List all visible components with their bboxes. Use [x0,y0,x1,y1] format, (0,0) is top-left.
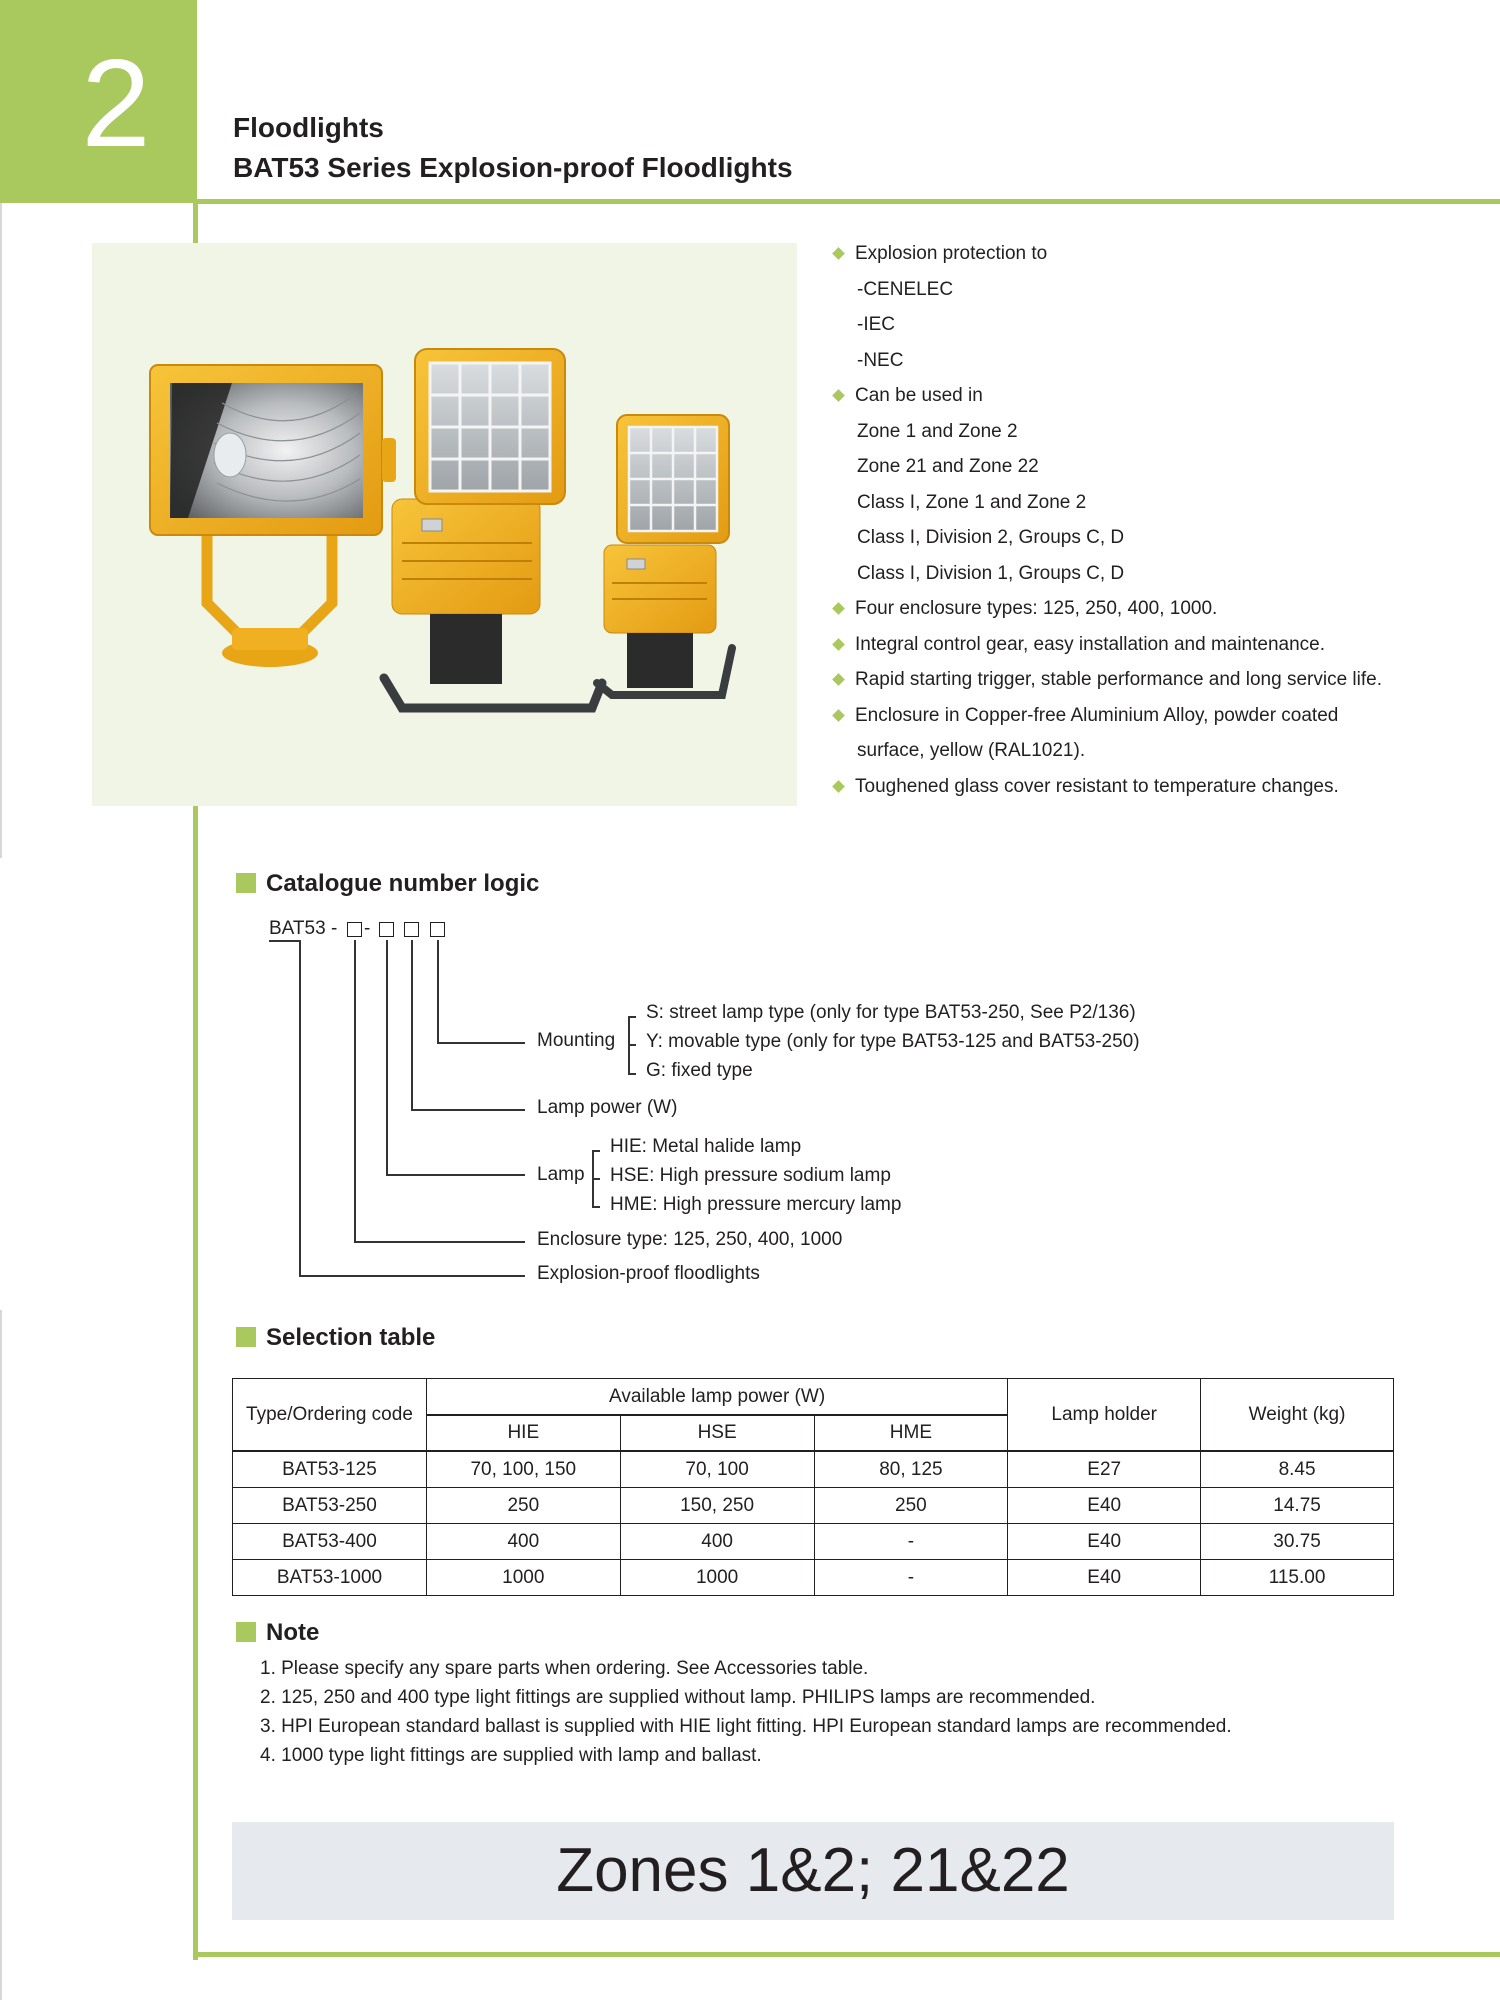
feature-text: Integral control gear, easy installation and maintenance. [855,633,1326,655]
header-hme: HME [814,1415,1008,1451]
feature-text: Zone 1 and Zone 2 [857,420,1018,442]
code-box-enclosure [347,922,362,937]
feature-item [830,378,1480,414]
table-row [233,1560,1394,1596]
catalogue-prefix: BAT53 - [269,918,338,939]
selection-table [232,1378,1394,1596]
notes-heading [236,1619,319,1647]
medium-floodlight [384,349,602,708]
table-cell: BAT53-1000 [233,1560,427,1596]
table-cell: 250 [426,1488,620,1524]
feature-text: Explosion protection to [855,243,1048,264]
series-title: BAT53 Series Explosion-proof Floodlights [233,152,793,183]
connector-lamp-h [386,1174,525,1176]
connector-mounting-h [437,1042,525,1044]
selection-heading [236,1324,435,1352]
header-weight: Weight (kg) [1201,1379,1394,1452]
connector-enclosure-h [354,1241,525,1243]
table-cell: 400 [426,1524,620,1560]
feature-text: Class I, Division 2, Groups C, D [857,527,1125,548]
feature-item [830,307,1480,343]
note-item: 3. HPI European standard ballast is supplied with HIE light fitting. HPI European standard lamps are recommended. [260,1716,1232,1737]
diamond-bullet-icon [832,673,845,686]
header-type: Type/Ordering code [233,1379,427,1452]
table-cell: 400 [620,1524,814,1560]
section-marker [236,1622,256,1642]
table-header-row [233,1379,1394,1416]
feature-text: Class I, Division 1, Groups C, D [857,562,1125,584]
feature-item [830,733,1480,769]
lamp-option-hse: HSE: High pressure sodium lamp [610,1165,891,1186]
table-cell: 1000 [426,1560,620,1596]
feature-text: surface, yellow (RAL1021). [857,740,1086,761]
notes-list [260,1654,1232,1770]
feature-text: -CENELEC [857,278,954,300]
feature-item [830,627,1480,663]
bracket-tick [592,1178,600,1180]
lamp-power-label: Lamp power (W) [537,1097,678,1118]
mounting-option-y: Y: movable type (only for type BAT53-125 and BAT53-250) [646,1031,1140,1052]
zones-banner: Zones 1&2; 21&22 [232,1822,1394,1920]
note-item: 1. Please specify any spare parts when ordering. See Accessories table. [260,1658,869,1679]
lamp-option-hie: HIE: Metal halide lamp [610,1136,802,1157]
code-box-lamp [379,922,394,937]
small-floodlight [597,415,732,695]
table-cell: E40 [1008,1524,1201,1560]
table-cell: BAT53-400 [233,1524,427,1560]
note-item: 4. 1000 type light fittings are supplied with lamp and ballast. [260,1745,762,1766]
header-power-group: Available lamp power (W) [426,1379,1007,1416]
table-cell: 70, 100 [620,1451,814,1488]
feature-item [830,769,1480,805]
table-cell: 70, 100, 150 [426,1451,620,1488]
feature-text: Four enclosure types: 125, 250, 400, 1000. [855,598,1218,619]
section-marker [236,1327,256,1347]
page-edge-line [0,1310,2,2000]
bracket-tick [628,1073,636,1075]
bracket-tick [592,1150,600,1152]
bracket-tick [628,1016,636,1018]
code-separator: - [364,918,371,939]
connector-lamp [386,940,388,1175]
bottom-divider [193,1952,1500,1957]
table-cell: E27 [1008,1451,1201,1488]
table-cell: E40 [1008,1488,1201,1524]
prefix-underline [269,940,299,942]
feature-item [830,414,1480,450]
table-cell: 80, 125 [814,1451,1008,1488]
header-divider [197,199,1500,204]
connector-power [411,940,413,1110]
lamp-label: Lamp [537,1164,585,1185]
feature-text: Rapid starting trigger, stable performance and long service life. [855,669,1382,690]
feature-item [830,520,1480,556]
code-box-power [404,922,419,937]
table-cell: 30.75 [1201,1524,1394,1560]
feature-item [830,485,1480,521]
enclosure-label: Enclosure type: 125, 250, 400, 1000 [537,1229,843,1250]
category-title: Floodlights [233,112,384,143]
diamond-bullet-icon [832,780,845,793]
table-cell: 14.75 [1201,1488,1394,1524]
table-cell: BAT53-250 [233,1488,427,1524]
mounting-option-s: S: street lamp type (only for type BAT53-250, See P2/136) [646,1002,1136,1023]
code-box-mounting [430,922,445,937]
note-item: 2. 125, 250 and 400 type light fittings are supplied without lamp. PHILIPS lamps are recommended. [260,1687,1096,1708]
feature-item [830,698,1480,734]
feature-text: Toughened glass cover resistant to temperature changes. [855,775,1339,797]
lamp-option-hme: HME: High pressure mercury lamp [610,1194,902,1215]
catalogue-heading [236,870,539,898]
bracket-tick [628,1044,636,1046]
feature-item [830,591,1480,627]
feature-text: Can be used in [855,385,983,406]
feature-list [830,236,1480,804]
table-row [233,1451,1394,1488]
diamond-bullet-icon [832,638,845,651]
table-cell: 1000 [620,1560,814,1596]
table-cell: - [814,1560,1008,1596]
bracket-tick [592,1206,600,1208]
connector-enclosure [354,940,356,1242]
table-cell: 115.00 [1201,1560,1394,1596]
product-photo [92,243,797,806]
table-cell: 8.45 [1201,1451,1394,1488]
header-hse: HSE [620,1415,814,1451]
table-row [233,1524,1394,1560]
feature-item [830,272,1480,308]
diamond-bullet-icon [832,709,845,722]
table-body [233,1451,1394,1596]
table-cell: BAT53-125 [233,1451,427,1488]
feature-item [830,343,1480,379]
feature-item [830,556,1480,592]
table-cell: - [814,1524,1008,1560]
catalogue-heading-text: Catalogue number logic [266,870,540,897]
product-label: Explosion-proof floodlights [537,1263,760,1284]
connector-product [299,940,301,1276]
large-floodlight [150,365,396,667]
feature-item [830,662,1480,698]
notes-heading-text: Note [266,1619,320,1646]
connector-power-h [411,1109,525,1111]
feature-text: Class I, Zone 1 and Zone 2 [857,491,1087,513]
mounting-label: Mounting [537,1030,616,1051]
floodlights-illustration [92,243,797,806]
diamond-bullet-icon [832,602,845,615]
connector-product-h [299,1275,525,1277]
feature-text: Zone 21 and Zone 22 [857,456,1039,477]
mounting-option-g: G: fixed type [646,1060,753,1081]
table-cell: 150, 250 [620,1488,814,1524]
table-row [233,1488,1394,1524]
table-cell: 250 [814,1488,1008,1524]
header-holder: Lamp holder [1008,1379,1201,1452]
feature-text: -IEC [857,314,895,335]
page-edge-line [0,203,2,858]
feature-text: -NEC [857,349,904,371]
feature-item [830,449,1480,485]
connector-mounting [437,940,439,1043]
diamond-bullet-icon [832,389,845,402]
diamond-bullet-icon [832,247,845,260]
selection-heading-text: Selection table [266,1324,436,1351]
header-hie: HIE [426,1415,620,1451]
feature-text: Enclosure in Copper-free Aluminium Alloy, powder coated [855,704,1339,726]
section-marker [236,873,256,893]
section-number: 2 [81,35,151,173]
table-cell: E40 [1008,1560,1201,1596]
feature-item [830,236,1480,272]
